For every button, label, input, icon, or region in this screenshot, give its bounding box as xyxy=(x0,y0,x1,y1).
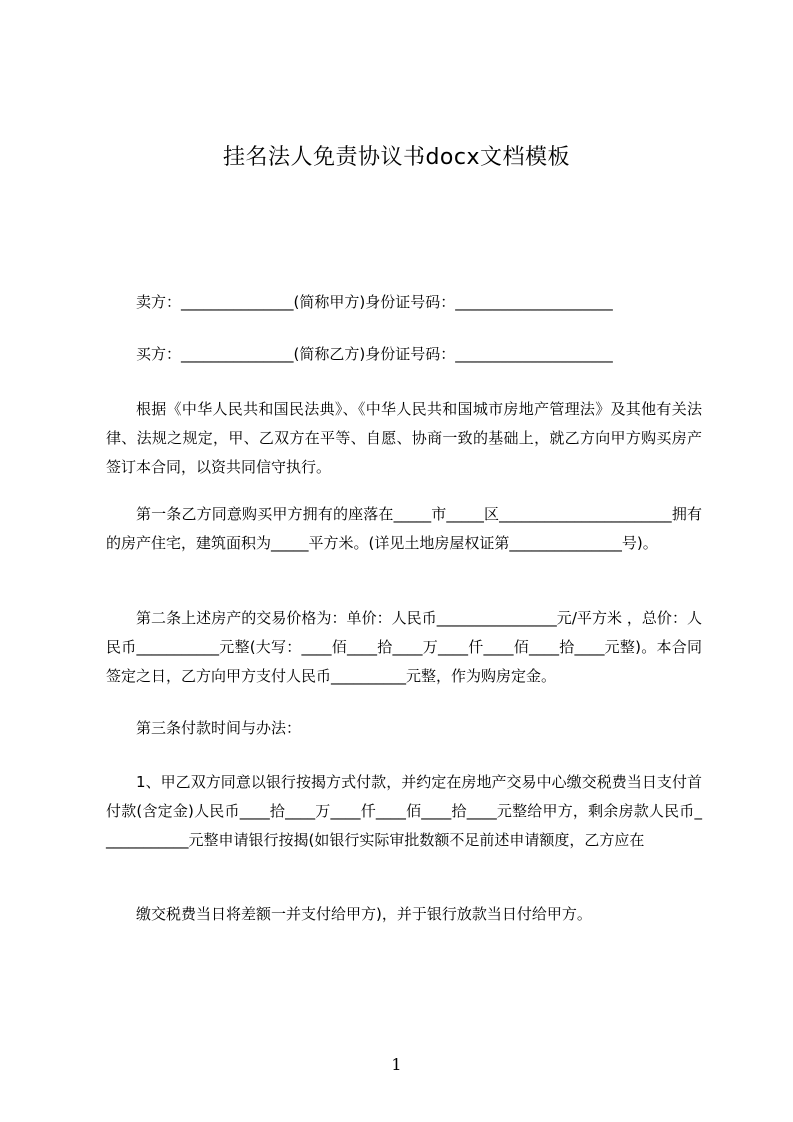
page-title: 挂名法人免责协议书docx文档模板 xyxy=(222,145,571,170)
article-3-heading: 第三条付款时间与办法： xyxy=(136,719,302,737)
seller-line: 卖方：_______________(简称甲方)身份证号码：_____________________ xyxy=(136,293,613,311)
preamble-paragraph: 根据《中华人民共和国民法典》、《中华人民共和国城市房地产管理法》及其他有关法律、法规之规定，甲、乙双方在平等、自愿、协商一致的基础上，就乙方向甲方购买房产签订本合同，以资共同信守执行。 xyxy=(106,400,702,476)
article-3-item-1-continued: 缴交税费当日将差额一并支付给甲方)，并于银行放款当日付给甲方。 xyxy=(136,905,592,923)
page-number: 1 xyxy=(391,1055,402,1074)
article-3-item-1: 1、甲乙双方同意以银行按揭方式付款，并约定在房地产交易中心缴交税费当日支付首付款(含定金)人民币____拾____万____仟____佰____拾____元整给甲方，剩余房款人民币____________元整申请银行按揭(如银行实际审批数额不足前述申请额度，乙方应在 xyxy=(106,773,702,849)
article-2-paragraph: 第二条上述房产的交易价格为：单价：人民币________________元/平方米 ，总价：人民币___________元整(大写：____佰____拾____万____仟____佰____拾____元整)。本合同签定之日，乙方向甲方支付人民币__________元整，作为购房定金。 xyxy=(106,609,702,685)
article-1-paragraph: 第一条乙方同意购买甲方拥有的座落在_____市_____区_______________________拥有的房产住宅，建筑面积为_____平方米。(详见土地房屋权证第_______________号)。 xyxy=(106,505,702,552)
buyer-line: 买方：_______________(简称乙方)身份证号码：_____________________ xyxy=(136,345,613,363)
